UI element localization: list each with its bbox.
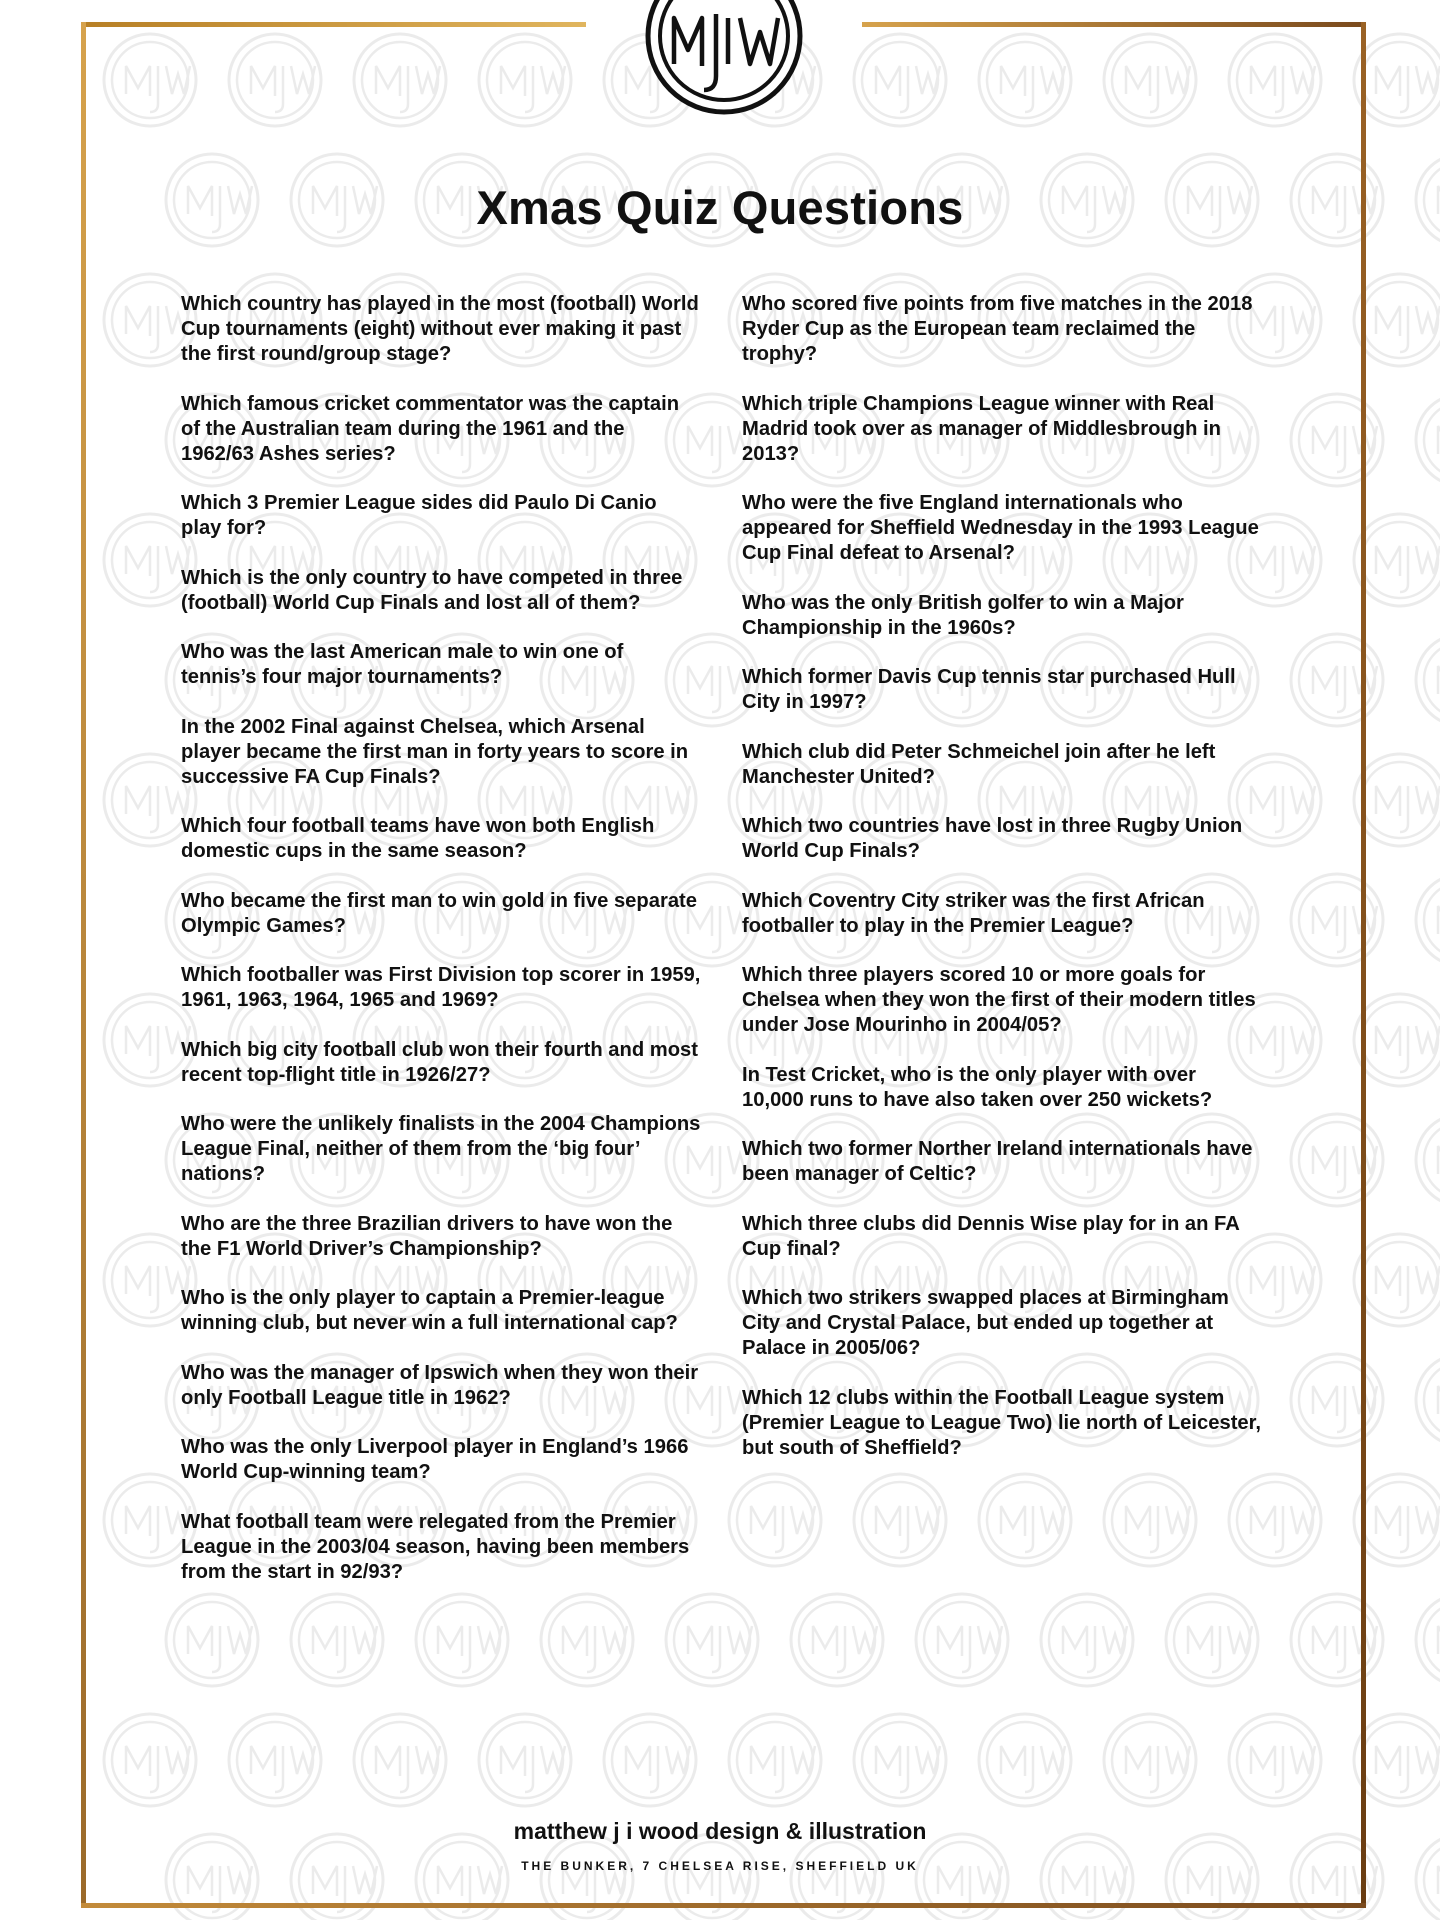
watermark-monogram-icon — [1104, 1474, 1196, 1566]
watermark-monogram-icon — [1354, 274, 1440, 366]
watermark-monogram-icon — [604, 1714, 696, 1806]
watermark-monogram-icon — [979, 1474, 1071, 1566]
watermark-monogram-icon — [1354, 34, 1440, 126]
question-item: What football team were relegated from the Premier League in the 2003/04 season, having been members from the start in 92/93? — [181, 1510, 690, 1583]
question-item: Who was the only British golfer to win a Major Championship in the 1960s? — [742, 591, 1184, 639]
watermark-monogram-icon — [791, 1594, 883, 1686]
watermark-monogram-icon — [104, 34, 196, 126]
question-item: Which two countries have lost in three Rugby Union World Cup Finals? — [742, 815, 1243, 862]
watermark-monogram-icon — [1291, 874, 1383, 966]
question-item: Who were the five England internationals who appeared for Sheffield Wednesday in the 1993 League Cup Final defeat to Arsenal? — [742, 492, 1259, 564]
watermark-monogram-icon — [1416, 1834, 1440, 1920]
frame-top-left — [81, 22, 586, 27]
watermark-monogram-icon — [1354, 1234, 1440, 1326]
question-item: In Test Cricket, who is the only player with over 10,000 runs to have also taken over 250 wickets? — [742, 1063, 1213, 1111]
watermark-monogram-icon — [1416, 1594, 1440, 1686]
watermark-monogram-icon — [1291, 634, 1383, 726]
watermark-monogram-icon — [1229, 1474, 1321, 1566]
question-item: Which famous cricket commentator was the captain of the Australian team during the 1961 and the 1962/63 Ashes series? — [181, 392, 680, 465]
watermark-monogram-icon — [479, 34, 571, 126]
question-item: Which 12 clubs within the Football League system (Premier League to League Two) lie north of Leicester, but south of Sheffield? — [742, 1386, 1261, 1459]
question-item: Who were the unlikely finalists in the 2004 Champions League Final, neither of them from the ‘big four’ nations? — [181, 1113, 701, 1185]
question-item: Who was the last American male to win one of tennis’s four major tournaments? — [181, 641, 624, 688]
watermark-monogram-icon — [1416, 1114, 1440, 1206]
question-item: Which two strikers swapped places at Birmingham City and Crystal Palace, but ended up together at Palace in 2005/06? — [742, 1287, 1229, 1359]
question-item: Who was the manager of Ipswich when they won their only Football League title in 1962? — [181, 1361, 699, 1409]
question-item: Which triple Champions League winner with Real Madrid took over as manager of Middlesbrough in 2013? — [742, 392, 1221, 465]
watermark-monogram-icon — [1104, 1714, 1196, 1806]
question-item: Which 3 Premier League sides did Paulo Di Canio play for? — [181, 492, 657, 539]
watermark-monogram-icon — [1229, 34, 1321, 126]
question-item: Who was the only Liverpool player in England’s 1966 World Cup-winning team? — [181, 1436, 689, 1483]
question-item: Which is the only country to have competed in three (football) World Cup Finals and lost all of them? — [181, 566, 683, 614]
frame-left — [81, 22, 86, 1908]
watermark-monogram-icon — [354, 1714, 446, 1806]
page-title: Xmas Quiz Questions — [476, 181, 964, 234]
watermark-monogram-icon — [979, 34, 1071, 126]
watermark-monogram-icon — [729, 1714, 821, 1806]
frame-right — [1361, 22, 1366, 1908]
watermark-monogram-icon — [1416, 634, 1440, 726]
watermark-monogram-icon — [854, 34, 946, 126]
watermark-monogram-icon — [1354, 994, 1440, 1086]
question-item: Which three clubs did Dennis Wise play for in an FA Cup final? — [742, 1212, 1240, 1260]
mjiw-monogram-icon — [644, 0, 804, 116]
question-item: Which footballer was First Division top scorer in 1959, 1961, 1963, 1964, 1965 and 1969? — [181, 964, 701, 1011]
watermark-monogram-icon — [1354, 1714, 1440, 1806]
question-item: Who scored five points from five matches in the 2018 Ryder Cup as the European team reclaimed the trophy? — [742, 293, 1253, 365]
watermark-monogram-icon — [1104, 34, 1196, 126]
question-item: Which Coventry City striker was the first African footballer to play in the Premier League? — [742, 889, 1205, 937]
watermark-monogram-icon — [1416, 394, 1440, 486]
watermark-monogram-icon — [729, 1474, 821, 1566]
frame-bottom — [81, 1903, 1366, 1908]
question-item: In the 2002 Final against Chelsea, which Arsenal player became the first man in forty years to score in successive FA Cup Finals? — [181, 715, 689, 788]
watermark-monogram-icon — [229, 34, 321, 126]
watermark-monogram-icon — [854, 1474, 946, 1566]
questions-right-column — [742, 292, 1262, 1485]
footer-address: THE BUNKER, 7 CHELSEA RISE, SHEFFIELD UK — [521, 1859, 919, 1873]
watermark-monogram-icon — [1229, 1714, 1321, 1806]
watermark-monogram-icon — [1041, 1594, 1133, 1686]
watermark-monogram-icon — [1291, 1594, 1383, 1686]
watermark-monogram-icon — [1354, 514, 1440, 606]
question-item: Which club did Peter Schmeichel join after he left Manchester United? — [742, 740, 1216, 788]
question-item: Who are the three Brazilian drivers to have won the the F1 World Driver’s Championship? — [181, 1212, 673, 1260]
watermark-monogram-icon — [229, 1714, 321, 1806]
watermark-monogram-icon — [1354, 1474, 1440, 1566]
watermark-monogram-icon — [1416, 1354, 1440, 1446]
watermark-monogram-icon — [354, 34, 446, 126]
question-item: Which three players scored 10 or more goals for Chelsea when they won the first of their modern titles under Jose Mourinho in 2004/05? — [742, 964, 1256, 1036]
watermark-monogram-icon — [1166, 1594, 1258, 1686]
watermark-monogram-icon — [479, 1714, 571, 1806]
watermark-monogram-icon — [104, 1714, 196, 1806]
watermark-monogram-icon — [1416, 874, 1440, 966]
questions-left-column — [181, 292, 701, 1609]
watermark-monogram-icon — [1291, 1354, 1383, 1446]
footer-designer-name: matthew j i wood design & illustration — [513, 1818, 927, 1844]
watermark-monogram-icon — [1291, 1114, 1383, 1206]
frame-top-right — [862, 22, 1366, 27]
question-item: Who became the first man to win gold in five separate Olympic Games? — [181, 889, 697, 937]
watermark-monogram-icon — [979, 1714, 1071, 1806]
watermark-monogram-icon — [1291, 394, 1383, 486]
watermark-monogram-icon — [916, 1594, 1008, 1686]
question-item: Which big city football club won their fourth and most recent top-flight title in 1926/27? — [181, 1038, 698, 1086]
watermark-monogram-icon — [854, 1714, 946, 1806]
question-item: Which former Davis Cup tennis star purchased Hull City in 1997? — [742, 666, 1236, 713]
watermark-monogram-icon — [1354, 754, 1440, 846]
question-item: Which two former Norther Ireland internationals have been manager of Celtic? — [742, 1138, 1253, 1185]
question-item: Which country has played in the most (football) World Cup tournaments (eight) without ever making it past the first round/group stage? — [181, 293, 699, 365]
question-item: Who is the only player to captain a Premier-league winning club, but never win a full international cap? — [181, 1287, 678, 1334]
question-item: Which four football teams have won both English domestic cups in the same season? — [181, 815, 655, 862]
